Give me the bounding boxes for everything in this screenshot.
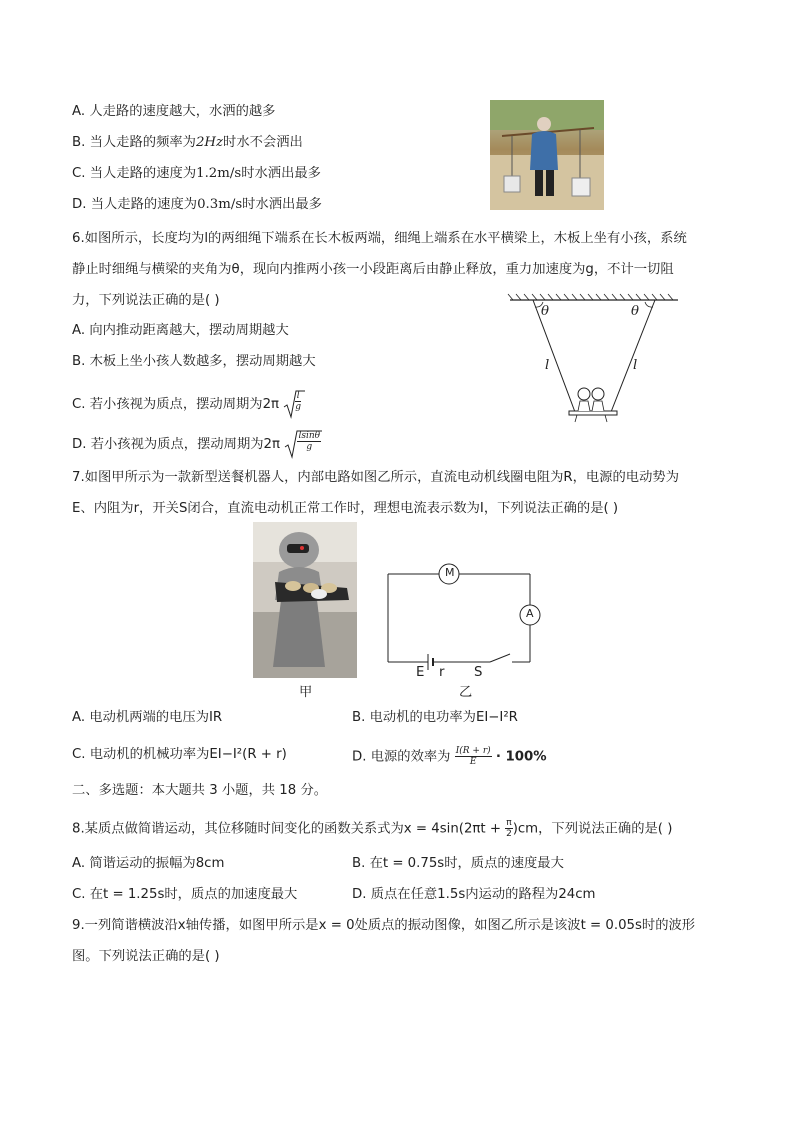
q5-option-d [72, 196, 322, 214]
frac-numerator: π [506, 818, 512, 828]
phase-fraction [505, 818, 512, 839]
sqrt-expression [284, 429, 322, 459]
sqrt-fraction [295, 391, 301, 412]
option-value: 0.3m/s [197, 197, 243, 212]
option-text: 人走路的速度越大，水洒的越多 [89, 104, 276, 119]
theta-left-label: θ [541, 304, 550, 319]
option-value: 1.2m/s [196, 166, 242, 181]
q7-option-d [352, 746, 547, 767]
q8-option-c: C. 在t = 1.25s时，质点的加速度最大 [72, 887, 298, 902]
sqrt-fraction [297, 431, 321, 452]
q8-option-d: D. 质点在任意1.5s内运动的路程为24cm [352, 887, 596, 902]
frac-numerator: lsinθ [298, 431, 321, 441]
frac-numerator: I(R + r) [455, 746, 491, 756]
efficiency-fraction [455, 746, 492, 767]
q5-option-a [72, 103, 275, 121]
option-text: 时水洒出最多 [242, 197, 322, 212]
option-text: · 100% [495, 749, 547, 765]
q9-stem-line1: 9.一列简谐横波沿x轴传播，如图甲所示是x = 0处质点的振动图像，如图乙所示是该波t = 0.05s时的波形 [72, 918, 696, 933]
q6-option-d [72, 429, 322, 459]
frac-denominator: g [295, 402, 302, 412]
q9-stem-line2: 图。下列说法正确的是( ) [72, 949, 220, 964]
q8-option-a: A. 简谐运动的振幅为8cm [72, 856, 225, 871]
q8-option-b: B. 在t = 0.75s时，质点的速度最大 [352, 856, 564, 871]
q6-stem-line1: 6.如图所示，长度均为l的两细绳下端系在长木板两端，细绳上端系在水平横梁上，木板上坐有小孩，系统 [72, 231, 687, 246]
option-letter: C. [72, 166, 86, 181]
option-letter: A. [72, 104, 86, 119]
option-text: 当人走路的速度为 [89, 166, 197, 181]
option-text: C. 若小孩视为质点，摆动周期为2π [72, 397, 280, 412]
option-letter: D. [72, 197, 87, 212]
q6-stem-line3: 力，下列说法正确的是( ) [72, 293, 220, 308]
theta-right-label: θ [631, 304, 640, 319]
stem-text: )cm，下列说法正确的是( ) [512, 821, 673, 837]
robot-photo [253, 522, 357, 678]
q7-stem-line1: 7.如图甲所示为一款新型送餐机器人，内部电路如图乙所示，直流电动机线圈电阻为R，电源的电动势为 [72, 470, 679, 485]
section-heading: 二、多选题：本大题共 3 小题，共 18 分。 [72, 783, 328, 798]
q6-stem-line2: 静止时细绳与横梁的夹角为θ，现向内推两小孩一小段距离后由静止释放，重力加速度为g，不计一切阻 [72, 262, 674, 277]
frac-numerator: l [296, 391, 300, 401]
ammeter-symbol: A [526, 607, 534, 620]
q6-option-b: B. 木板上坐小孩人数越多，摆动周期越大 [72, 354, 316, 369]
option-value: 2Hz [195, 135, 224, 150]
option-text: D. 电源的效率为 [352, 749, 451, 765]
sqrt-expression [283, 389, 305, 419]
option-text: 时水洒出最多 [241, 166, 321, 181]
motor-symbol: M [445, 566, 455, 579]
option-text: 当人走路的速度为 [90, 197, 198, 212]
caption-yi: 乙 [459, 685, 473, 700]
length-right-label: l [633, 358, 638, 373]
q5-option-b [72, 134, 303, 152]
q7-option-c: C. 电动机的机械功率为EI−I²(R + r) [72, 747, 287, 762]
water-carrier-photo [490, 100, 604, 210]
option-text: 当人走路的频率为 [89, 135, 196, 150]
circuit-diagram [382, 562, 542, 682]
q7-stem-line2: E、内阻为r，开关S闭合，直流电动机正常工作时，理想电流表示数为I，下列说法正确的是( ) [72, 501, 619, 516]
option-text: 时水不会洒出 [223, 135, 303, 150]
q6-option-a: A. 向内推动距离越大，摆动周期越大 [72, 323, 289, 338]
emf-label: E [416, 665, 425, 680]
q8-stem [72, 818, 672, 839]
switch-label: S [474, 665, 483, 680]
swing-diagram [505, 290, 685, 430]
q5-option-c [72, 165, 321, 183]
q6-option-c [72, 389, 305, 419]
length-left-label: l [545, 358, 550, 373]
frac-denominator: g [306, 442, 313, 452]
option-text: D. 若小孩视为质点，摆动周期为2π [72, 437, 281, 452]
q7-option-a: A. 电动机两端的电压为IR [72, 710, 223, 725]
internal-resistance-label: r [439, 665, 445, 680]
caption-jia: 甲 [299, 685, 313, 700]
stem-text: 8.某质点做简谐运动，其位移随时间变化的函数关系式为x = 4sin(2πt + [72, 821, 502, 837]
frac-denominator: 2 [506, 829, 512, 839]
option-letter: B. [72, 135, 86, 150]
frac-denominator: E [469, 757, 477, 767]
q7-option-b: B. 电动机的电功率为EI−I²R [352, 710, 518, 725]
